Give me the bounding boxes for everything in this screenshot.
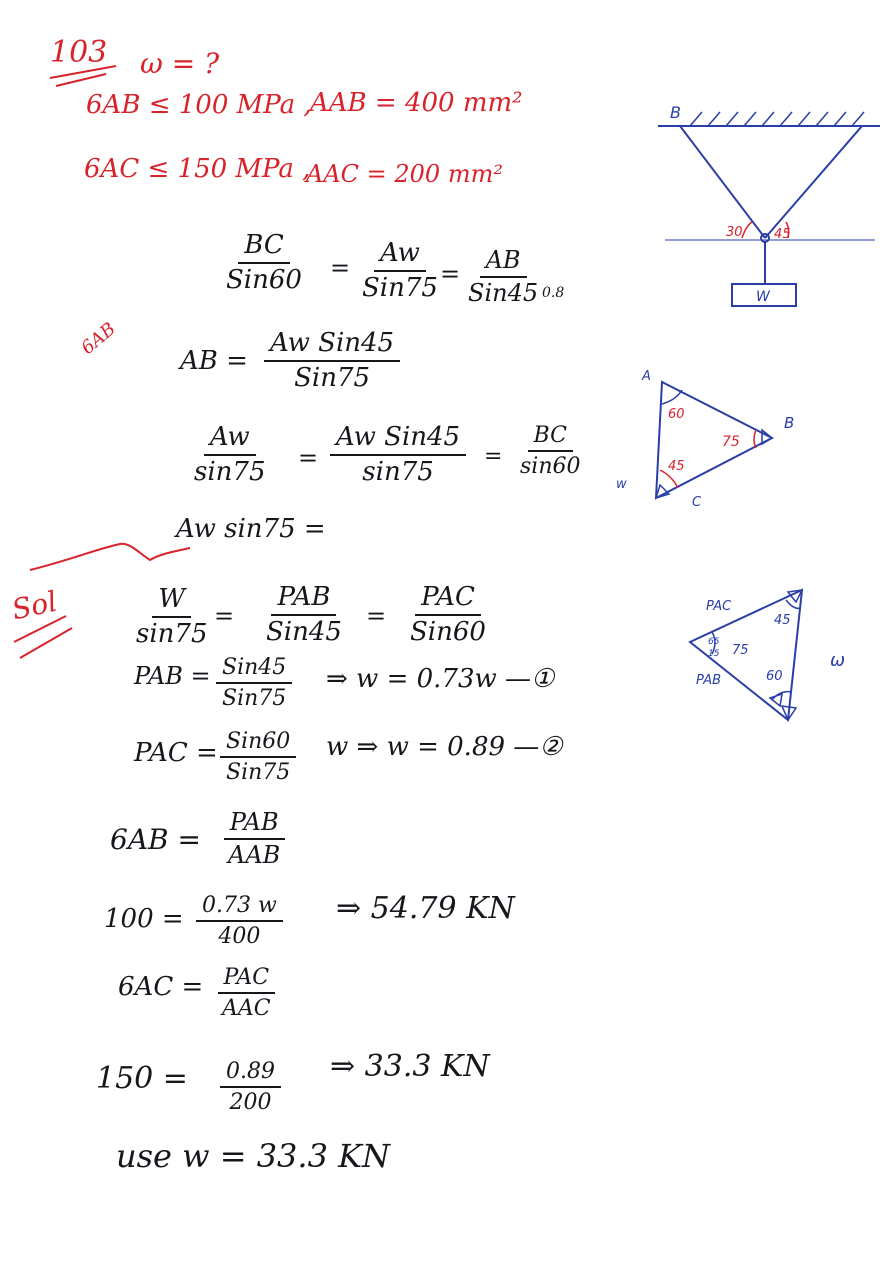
eq6-fraction: PAC AAC — [216, 966, 277, 1020]
ratio-aw-sin75: Aw Sin75 — [362, 238, 438, 304]
eq2-result: ⇒ w = 0.73w —① — [326, 664, 555, 694]
eq1-pab-sin45: PAB Sin45 — [266, 582, 342, 648]
given-ac-stress: 6AC ≤ 150 MPa , — [84, 154, 311, 184]
ratio-bc-sin60: $\frac{BC}{\sin 60}$ — [520, 423, 581, 480]
triangle-angle-75: 75 — [722, 434, 740, 450]
eq1-w-sin75: $\frac{W}{\sin 75}$ — [136, 584, 208, 650]
ab-equation-lhs: AB = — [180, 346, 248, 376]
support-angle-left: 30 — [726, 225, 743, 240]
pab-label: PAB — [696, 673, 722, 688]
force-triangle-p — [680, 580, 880, 730]
ratio-bc-sin60: BC Sin60 — [226, 230, 302, 296]
equals-sign: = — [214, 602, 235, 630]
ratio-ab-sin45: AB Sin45 — [468, 246, 539, 308]
section-divider — [0, 530, 220, 580]
margin-note: 6AB — [77, 318, 120, 359]
pac-label: PAC — [706, 599, 732, 614]
eq2-lhs: PAB = — [134, 662, 211, 690]
eq3-result: w ⇒ w = 0.89 —② — [326, 732, 563, 762]
omega-label: ω — [830, 650, 846, 671]
sol-underline — [10, 612, 80, 662]
problem-number-underline — [46, 62, 126, 88]
ratio-aw-sin75: $\frac{Aw}{\sin 75}$ — [194, 422, 266, 488]
aw-sin75-line: Aw sin75 = — [176, 514, 326, 544]
p-angle-60: 60 — [766, 669, 783, 684]
weight-label: W — [756, 289, 770, 305]
ratio-aw-sin45-sin75: Aw Sin45 sin75 — [330, 424, 466, 487]
eq3-lhs: PAC = — [134, 738, 218, 768]
eq7-lhs: 150 = — [96, 1061, 188, 1096]
equals-sign: = — [484, 444, 503, 469]
eq4-fraction: PAB AAB — [222, 810, 286, 868]
eq5-lhs: 100 = — [104, 904, 184, 934]
support-angle-right: 45 — [774, 227, 791, 242]
triangle-label-a: A — [642, 369, 651, 384]
eq5-fraction: $\frac{0.73 w}{400}$ — [196, 894, 283, 948]
given-ab-stress: 6AB ≤ 100 MPa , — [86, 90, 312, 120]
triangle-label-c: C — [692, 495, 702, 510]
p-angle-75: 75 — [732, 643, 749, 658]
p-angle-65: 65 — [708, 637, 720, 647]
eq1-pac-sin60: PAC Sin60 — [410, 582, 486, 648]
support-diagram — [650, 100, 890, 315]
eq6-lhs: 6AC = — [118, 972, 204, 1002]
support-label-b: B — [670, 103, 681, 122]
equals-sign: = — [330, 254, 351, 282]
triangle-angle-45: 45 — [668, 459, 685, 474]
p-angle-15: 15 — [708, 649, 720, 659]
p-angle-45: 45 — [774, 613, 791, 628]
note-0-8: 0.8 — [542, 285, 565, 301]
triangle-label-w: w — [616, 477, 627, 492]
eq5-result: ⇒ 54.79 KN — [336, 891, 515, 926]
eq7-result: ⇒ 33.3 KN — [330, 1049, 490, 1084]
given-ab-area: AAB = 400 mm² — [310, 88, 523, 118]
eq2-fraction: Sin45 Sin75 — [216, 656, 292, 710]
equals-sign: = — [366, 602, 387, 630]
unknown-omega: ω = ? — [140, 47, 220, 80]
ab-equation-fraction: Aw Sin45 Sin75 — [264, 330, 400, 393]
given-ac-area: AAC = 200 mm² — [306, 160, 503, 188]
equals-sign: = — [298, 444, 319, 472]
problem-number: 103 — [50, 35, 108, 70]
final-answer: use w = 33.3 KN — [116, 1137, 391, 1175]
sol-label: Sol — [8, 584, 60, 627]
eq3-fraction: Sin60 Sin75 — [220, 730, 296, 784]
force-triangle-abc — [612, 366, 812, 516]
eq4-lhs: 6AB = — [110, 823, 201, 856]
eq7-fraction: $\frac{0.89}{200}$ — [220, 1060, 281, 1114]
triangle-angle-60: 60 — [668, 407, 685, 422]
equals-sign: = — [440, 260, 461, 288]
triangle-label-b: B — [784, 414, 795, 432]
